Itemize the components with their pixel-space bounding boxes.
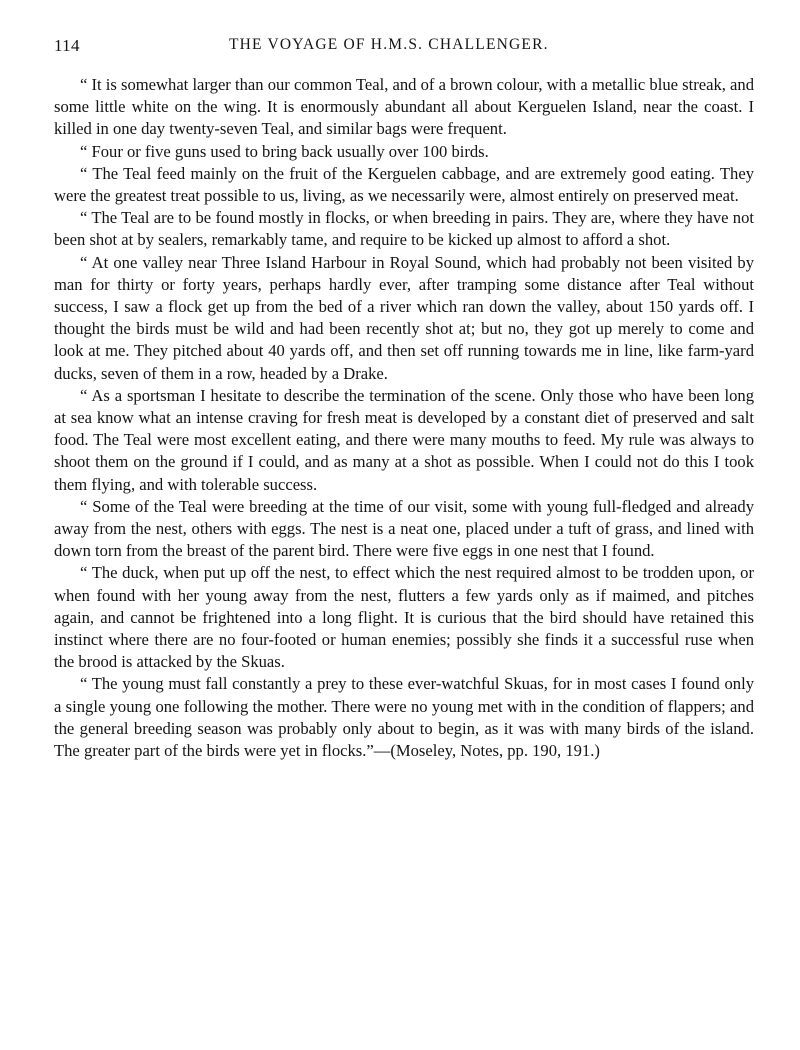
paragraph: “ The young must fall constantly a prey to these ever-watchful Skuas, for in most cases I found only a single young one following the mother. There were no young met with in the condition of flappers; and the general breeding season was probably only about to begin, as it was with many birds of the island. The greater part of the birds were yet in flocks.”—(Moseley, Notes, pp. 190, 191.)	[54, 674, 754, 761]
paragraph: “ The Teal are to be found mostly in flocks, or when breeding in pairs. They are, where they have not been shot at by sealers, remarkably tame, and require to be kicked up almost to afford a shot.	[54, 208, 754, 250]
paragraph: “ It is somewhat larger than our common Teal, and of a brown colour, with a metallic blue streak, and some little white on the wing. It is enormously abundant all about Kerguelen Island, near the coast. I killed in one day twenty-seven Teal, and similar bags were frequent.	[54, 75, 755, 139]
paragraph: “ As a sportsman I hesitate to describe the termination of the scene. Only those who have been long at sea know what an intense craving for fresh meat is developed by a constant diet of preserved and salt food. The Teal were most excellent eating, and there were many mouths to feed. My rule was always to shoot them on the ground if I could, and as many at a shot as possible. When I could not do this I took them flying, and with tolerable success.	[54, 385, 754, 494]
paragraph: “ The Teal feed mainly on the fruit of the Kerguelen cabbage, and are extremely good eating. They were the greatest treat possible to us, living, as we necessarily were, almost entirely on preserved meat.	[54, 163, 754, 206]
paragraph: “ Some of the Teal were breeding at the time of our visit, some with young full-fledged and already away from the nest, others with eggs. The nest is a neat one, placed under a tuft of grass, and lined with down torn from the breast of the parent bird. There were five eggs in one nest that I found.	[54, 496, 754, 561]
body-text	[54, 74, 754, 762]
book-page	[54, 32, 754, 762]
paragraph: “ At one valley near Three Island Harbour in Royal Sound, which had probably not been visited by man for thirty or forty years, perhaps hardly ever, after tramping some distance after Teal without success, I saw a flock get up from the bed of a river which ran down the valley, about 150 yards off. I thought the birds must be wild and had been recently shot at; but no, they got up merely to come and look at me. They pitched about 40 yards off, and then set off running towards me in line, like farm-yard ducks, seven of them in a row, headed by a Drake.	[54, 252, 754, 383]
running-title: THE VOYAGE OF H.M.S. CHALLENGER.	[229, 36, 549, 53]
paragraph: “ Four or five guns used to bring back usually over 100 birds.	[80, 141, 489, 161]
page-number: 114	[54, 36, 80, 55]
page-header	[54, 32, 754, 62]
paragraph: “ The duck, when put up off the nest, to effect which the nest required almost to be trodden upon, or when found with her young away from the nest, flutters a few yards only as if maimed, and pitches again, and cannot be frightened into a long flight. It is curious that the bird should have retained this instinct where there are no four-footed or human enemies; possibly she finds it a successful ruse when the brood is attacked by the Skuas.	[54, 563, 754, 672]
